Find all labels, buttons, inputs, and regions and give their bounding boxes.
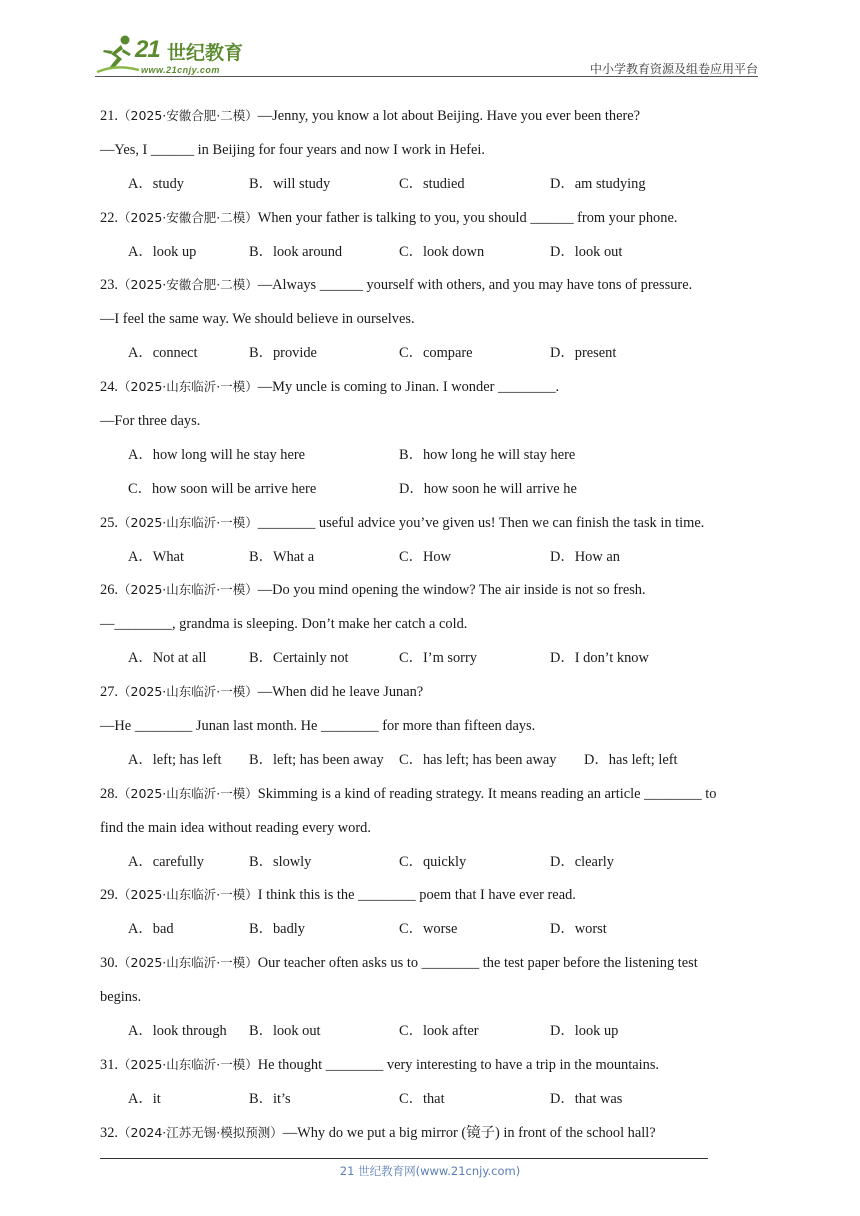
question-stem	[100, 950, 765, 984]
question-number: 27.	[100, 684, 118, 701]
question-stem	[100, 882, 765, 916]
question-text: —When did he leave Junan?	[257, 684, 424, 701]
question-number: 21.	[100, 108, 118, 124]
question-stem	[100, 374, 765, 408]
question-text: Skimming is a kind of reading strategy. It means reading an article ________ to	[257, 785, 717, 802]
answer-option: C．worse	[399, 921, 458, 938]
answer-option: C．how soon will be arrive here	[128, 480, 317, 497]
question-source: （2025·山东临沂·一模）	[118, 684, 258, 700]
answer-option: C．quickly	[399, 853, 467, 870]
answer-option: B．look around	[249, 243, 343, 260]
answer-option: D．worst	[550, 921, 607, 938]
question-text: —For three days.	[100, 413, 201, 430]
answer-option: C．compare	[399, 345, 473, 362]
answer-option: D．how soon he will arrive he	[399, 480, 577, 497]
question-source: （2025·山东临沂·一模）	[118, 785, 258, 801]
logo-url: www.21cnjy.com	[141, 65, 220, 75]
question-text: —Why do we put a big mirror (镜子) in front of the school hall?	[282, 1124, 656, 1141]
question-source: （2025·山东临沂·一模）	[118, 379, 258, 395]
question-source: （2025·山东临沂·一模）	[118, 887, 258, 903]
header-divider	[95, 76, 758, 77]
options-row	[100, 645, 765, 679]
answer-option: A．how long will he stay here	[128, 446, 306, 463]
options-row	[100, 442, 765, 476]
question-number: 32.	[100, 1124, 118, 1141]
question-stem	[100, 510, 765, 544]
answer-option: C．has left; has been away	[399, 751, 557, 768]
answer-option: B．slowly	[249, 853, 312, 870]
options-row	[100, 340, 765, 374]
answer-option: A．What	[128, 548, 184, 565]
answer-option: D．has left; left	[584, 751, 678, 768]
question-number: 31.	[100, 1056, 118, 1073]
footer-divider	[100, 1158, 708, 1159]
answer-option: D．How an	[550, 548, 620, 565]
answer-option: B．Certainly not	[249, 650, 349, 667]
options-row	[100, 544, 765, 578]
options-row	[100, 1018, 765, 1052]
question-source: （2025·山东临沂·一模）	[118, 1056, 258, 1072]
question-text: He thought ________ very interesting to have a trip in the mountains.	[257, 1056, 660, 1073]
answer-option: D．present	[550, 345, 617, 362]
question-stem	[100, 103, 765, 137]
question-text: find the main idea without reading every word.	[100, 819, 371, 836]
answer-option: B．look out	[249, 1023, 321, 1040]
answer-option: D．I don’t know	[550, 650, 649, 667]
answer-option: A．left; has left	[128, 751, 222, 768]
answer-option: C．I’m sorry	[399, 650, 477, 667]
platform-name: 中小学教育资源及组卷应用平台	[589, 62, 758, 76]
question-number: 22.	[100, 209, 118, 226]
answer-option: C．look after	[399, 1023, 479, 1040]
question-text: —________, grandma is sleeping. Don’t make her catch a cold.	[100, 616, 468, 633]
question-stem	[100, 679, 765, 713]
answer-option: B．will study	[249, 175, 331, 192]
question-text: —Do you mind opening the window? The air inside is not so fresh.	[257, 582, 646, 599]
question-text: begins.	[100, 989, 142, 1006]
question-stem	[100, 272, 765, 306]
runner-logo-icon	[95, 34, 139, 78]
question-stem	[100, 577, 765, 611]
question-stem	[100, 1120, 765, 1154]
answer-option: D．clearly	[550, 853, 614, 870]
logo-text: 世纪教育	[167, 42, 244, 64]
question-source: （2025·山东临沂·一模）	[118, 955, 258, 971]
options-row	[100, 239, 765, 273]
question-text: —Jenny, you know a lot about Beijing. Have you ever been there?	[257, 108, 641, 124]
answer-option: C．studied	[399, 175, 465, 192]
question-text: —He ________ Junan last month. He ________ for more than fifteen days.	[100, 718, 536, 735]
answer-option: C．look down	[399, 243, 485, 260]
question-text: —Yes, I ______ in Beijing for four years and now I work in Hefei.	[100, 141, 486, 158]
answer-option: A．connect	[128, 345, 198, 362]
question-text: ________ useful advice you’ve given us! Then we can finish the task in time.	[257, 514, 705, 531]
logo	[95, 34, 260, 78]
answer-option: C．that	[399, 1090, 445, 1107]
question-line	[100, 815, 765, 849]
question-list	[100, 103, 765, 1154]
page-header	[95, 30, 758, 78]
answer-option: A．it	[128, 1090, 161, 1107]
options-row	[100, 1086, 765, 1120]
answer-option: D．look out	[550, 243, 623, 260]
answer-option: B．left; has been away	[249, 751, 384, 768]
answer-option: A．look through	[128, 1023, 227, 1040]
answer-option: A．study	[128, 175, 184, 192]
question-text: —I feel the same way. We should believe in ourselves.	[100, 311, 415, 328]
question-line	[100, 306, 765, 340]
answer-option: A．look up	[128, 243, 197, 260]
answer-option: B．how long he will stay here	[399, 446, 576, 463]
options-row	[100, 849, 765, 883]
question-text: I think this is the ________ poem that I have ever read.	[257, 887, 576, 904]
question-text: —Always ______ yourself with others, and you may have tons of pressure.	[257, 277, 693, 294]
answer-option: D．that was	[550, 1090, 623, 1107]
question-text: —My uncle is coming to Jinan. I wonder ________.	[257, 379, 560, 396]
options-row	[100, 916, 765, 950]
question-number: 26.	[100, 582, 118, 599]
question-number: 28.	[100, 785, 118, 802]
options-row	[100, 476, 765, 510]
answer-option: A．carefully	[128, 853, 204, 870]
question-number: 23.	[100, 277, 118, 294]
question-source: （2025·山东临沂·一模）	[118, 582, 258, 598]
question-source: （2025·安徽合肥·二模）	[118, 108, 258, 123]
answer-option: B．it’s	[249, 1090, 291, 1107]
answer-option: B．What a	[249, 548, 315, 565]
footer-text: 21 世纪教育网(www.21cnjy.com)	[339, 1164, 521, 1178]
question-source: （2025·山东临沂·一模）	[118, 514, 258, 530]
question-number: 29.	[100, 887, 118, 904]
answer-option: A．bad	[128, 921, 174, 938]
question-stem	[100, 1052, 765, 1086]
options-row	[100, 171, 765, 205]
answer-option: B．badly	[249, 921, 305, 938]
question-line	[100, 137, 765, 171]
question-text: Our teacher often asks us to ________ the test paper before the listening test	[257, 955, 698, 972]
question-line	[100, 713, 765, 747]
question-number: 30.	[100, 955, 118, 972]
answer-option: D．am studying	[550, 175, 646, 192]
answer-option: D．look up	[550, 1023, 619, 1040]
question-stem	[100, 205, 765, 239]
question-source: （2025·安徽合肥·二模）	[118, 277, 258, 293]
question-stem	[100, 781, 765, 815]
answer-option: C．How	[399, 548, 451, 565]
question-source: （2025·安徽合肥·二模）	[118, 209, 258, 225]
question-number: 25.	[100, 514, 118, 531]
question-line	[100, 611, 765, 645]
question-line	[100, 984, 765, 1018]
options-row	[100, 747, 765, 781]
answer-option: A．Not at all	[128, 650, 207, 667]
answer-option: B．provide	[249, 345, 317, 362]
question-text: When your father is talking to you, you should ______ from your phone.	[257, 209, 678, 226]
question-number: 24.	[100, 379, 118, 396]
question-source: （2024·江苏无锡·模拟预测）	[118, 1124, 283, 1140]
question-line	[100, 408, 765, 442]
logo-number: 21	[135, 36, 160, 63]
